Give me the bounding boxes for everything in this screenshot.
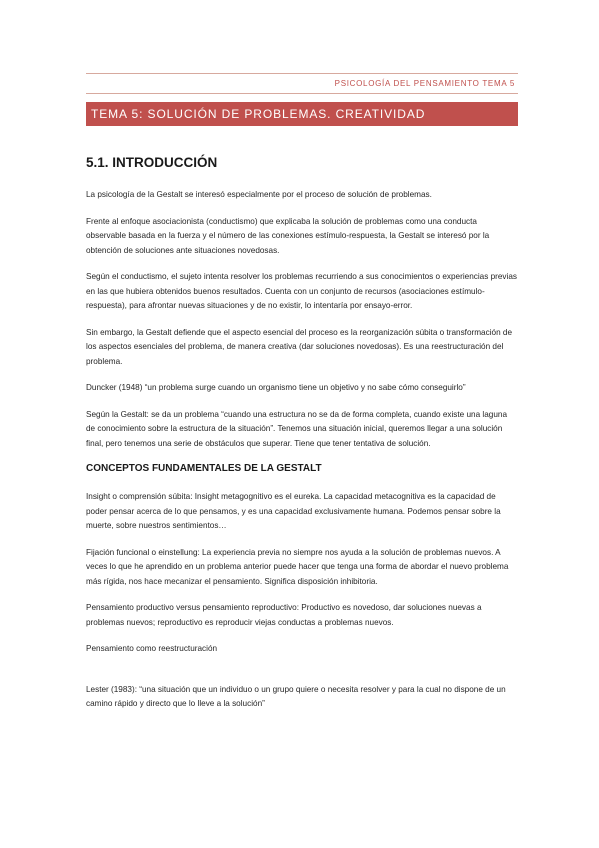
paragraph-insight: Insight o comprensión súbita: Insight metagognitivo es el eureka. La capacidad metacognitiva es la capacidad de poder pensar acerca de lo que pensamos, y es una capacidad exclusivamente humana. Podemos pensar sobre la muerte, sobre nuestros sentimientos… — [86, 492, 501, 530]
paragraph-asociacionismo: Frente al enfoque asociacionista (conductismo) que explicaba la solución de problemas como una conducta observable basada en la fuerza y el número de las conexiones estímulo-respuesta, la Gestalt se interesó por la obtención de soluciones ante situaciones novedosas. — [86, 216, 490, 255]
page-content — [86, 155, 518, 724]
paragraph-gestalt-problema: Según la Gestalt: se da un problema “cuando una estructura no se da de forma completa, cuando existe una laguna de conocimiento sobre la estructura de la situación”. Tenemos una situación inicial, queremos llegar a una solución final, pero tenemos una serie de obstáculos que superar. Tiene que tener tentativa de solución. — [86, 409, 508, 448]
running-header: PSICOLOGÍA DEL PENSAMIENTO TEMA 5 — [86, 73, 518, 94]
paragraph-gestalt-intro: La psicología de la Gestalt se interesó especialmente por el proceso de solución de problemas. — [86, 190, 432, 199]
chapter-title: TEMA 5: SOLUCIÓN DE PROBLEMAS. CREATIVIDAD — [86, 102, 518, 126]
subsection-heading: CONCEPTOS FUNDAMENTALES DE LA GESTALT — [86, 463, 322, 474]
paragraph-fijacion-funcional: Fijación funcional o einstellung: La experiencia previa no siempre nos ayuda a la solución de problemas nuevos. A veces lo que he aprendido en un problema anterior puede hacer que tenga una forma de abordar el nuevo problema más rígida, nos hace mecanizar el pensamiento. Significa disposición inhibitoria. — [86, 547, 509, 586]
paragraph-pensamiento-reestructuracion: Pensamiento como reestructuración — [86, 644, 218, 653]
paragraph-duncker-quote: Duncker (1948) “un problema surge cuando un organismo tiene un objetivo y no sabe cómo conseguirlo” — [86, 383, 466, 392]
paragraph-reestructuracion: Sin embargo, la Gestalt defiende que el aspecto esencial del proceso es la reorganización súbita o transformación de los aspectos esenciales del problema, de manera creativa (dar soluciones novedosas). Es una reestructuración del problema. — [86, 327, 513, 366]
section-heading: 5.1. INTRODUCCIÓN — [86, 155, 218, 170]
paragraph-pensamiento-productivo: Pensamiento productivo versus pensamiento reproductivo: Productivo es novedoso, dar soluciones nuevas a problemas nuevos; reproductivo es reproducir viejas conductas a problemas nuevos. — [86, 603, 482, 627]
paragraph-conductismo: Según el conductismo, el sujeto intenta resolver los problemas recurriendo a sus conocimientos o experiencias previas en las que hubiera obtenidos buenos resultados. Cuenta con un conjunto de recursos (asociaciones estímulo-respuesta), para afrontar nuevas situaciones y de no existir, lo intentaría por ensayo-error. — [86, 272, 517, 310]
paragraph-lester-quote: Lester (1983): “una situación que un individuo o un grupo quiere o necesita resolver y para la cual no dispone de un camino rápido y directo que lo lleve a la solución” — [86, 684, 506, 708]
